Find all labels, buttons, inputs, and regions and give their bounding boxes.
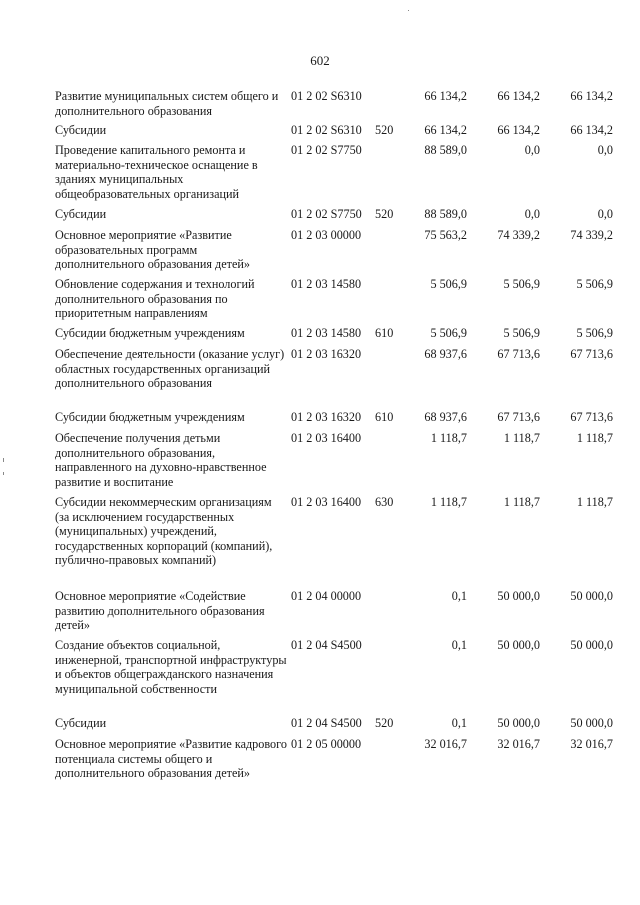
row-name: Проведение капитального ремонта и материально-техническое оснащение в зданиях муниципальных общеобразовательных организаций — [55, 143, 258, 201]
row-name: Развитие муниципальных систем общего и дополнительного образования — [55, 89, 279, 118]
row-value-2: 66 134,2 — [497, 123, 540, 137]
row-code: 01 2 05 00000 — [291, 737, 362, 751]
row-name: Субсидии — [55, 123, 107, 137]
row-name: Создание объектов социальной, инженерной, транспортной инфраструктуры и объектов общегражданского назначения муниципальной собственности — [55, 638, 287, 696]
scan-artifact — [3, 472, 4, 475]
row-name: Обеспечение получения детьми дополнительного образования, направленного на духовно-нравственное развитие и воспитание — [55, 431, 267, 489]
row-value-2: 0,0 — [524, 143, 540, 157]
row-value-1: 32 016,7 — [424, 737, 467, 751]
row-value-2: 50 000,0 — [497, 716, 540, 730]
row-code: 01 2 03 16320 — [291, 347, 362, 361]
row-code: 01 2 04 S4500 — [291, 716, 362, 730]
row-value-1: 5 506,9 — [430, 277, 467, 291]
row-value-1: 88 589,0 — [424, 143, 467, 157]
row-value-3: 1 118,7 — [576, 495, 613, 509]
row-name: Основное мероприятие «Развитие кадрового потенциала системы общего и дополнительного образования детей» — [55, 737, 287, 781]
row-name: Основное мероприятие «Содействие развитию дополнительного образования детей» — [55, 589, 265, 633]
row-value-3: 5 506,9 — [576, 277, 613, 291]
row-value-2: 50 000,0 — [497, 638, 540, 652]
row-value-3: 67 713,6 — [570, 410, 613, 424]
row-value-2: 1 118,7 — [503, 431, 540, 445]
row-code: 01 2 03 16400 — [291, 495, 362, 509]
row-value-3: 50 000,0 — [570, 716, 613, 730]
row-value-2: 67 713,6 — [497, 410, 540, 424]
row-code: 01 2 03 14580 — [291, 326, 362, 340]
row-value-3: 50 000,0 — [570, 589, 613, 603]
row-name: Обеспечение деятельности (оказание услуг) областных государственных организаций дополнительного образования — [55, 347, 285, 391]
row-code: 01 2 02 S6310 — [291, 123, 362, 137]
row-value-1: 0,1 — [451, 589, 467, 603]
row-value-2: 1 118,7 — [503, 495, 540, 509]
row-code: 01 2 03 16400 — [291, 431, 362, 445]
page-number: 602 — [310, 53, 330, 68]
row-vr: 520 — [375, 207, 394, 221]
row-value-1: 1 118,7 — [430, 495, 467, 509]
row-value-1: 0,1 — [451, 716, 467, 730]
row-code: 01 2 02 S6310 — [291, 89, 362, 103]
row-value-2: 5 506,9 — [503, 326, 540, 340]
row-value-1: 5 506,9 — [430, 326, 467, 340]
row-name: Субсидии — [55, 207, 107, 221]
row-value-2: 0,0 — [524, 207, 540, 221]
row-vr: 610 — [375, 410, 394, 424]
row-value-1: 75 563,2 — [424, 228, 467, 242]
row-value-3: 66 134,2 — [570, 123, 613, 137]
row-value-3: 50 000,0 — [570, 638, 613, 652]
row-value-1: 66 134,2 — [424, 89, 467, 103]
row-value-2: 74 339,2 — [497, 228, 540, 242]
row-code: 01 2 04 S4500 — [291, 638, 362, 652]
row-vr: 610 — [375, 326, 394, 340]
row-value-1: 0,1 — [451, 638, 467, 652]
row-value-3: 74 339,2 — [570, 228, 613, 242]
row-code: 01 2 02 S7750 — [291, 143, 362, 157]
row-name: Субсидии некоммерческим организациям (за исключением государственных (муниципальных) учреждений, государственных корпораций (компаний), публично-правовых компаний) — [55, 495, 273, 568]
row-value-2: 67 713,6 — [497, 347, 540, 361]
row-name: Субсидии — [55, 716, 107, 730]
row-value-3: 66 134,2 — [570, 89, 613, 103]
row-code: 01 2 03 16320 — [291, 410, 362, 424]
row-value-1: 68 937,6 — [424, 347, 467, 361]
row-value-3: 0,0 — [597, 143, 613, 157]
row-value-2: 66 134,2 — [497, 89, 540, 103]
row-value-2: 50 000,0 — [497, 589, 540, 603]
row-value-3: 0,0 — [597, 207, 613, 221]
row-code: 01 2 03 00000 — [291, 228, 362, 242]
scan-artifact — [3, 458, 4, 462]
row-code: 01 2 04 00000 — [291, 589, 362, 603]
row-value-3: 32 016,7 — [570, 737, 613, 751]
row-vr: 520 — [375, 716, 394, 730]
row-value-1: 66 134,2 — [424, 123, 467, 137]
row-code: 01 2 02 S7750 — [291, 207, 362, 221]
row-name: Обновление содержания и технологий дополнительного образования по приоритетным направлениям — [55, 277, 255, 321]
row-name: Субсидии бюджетным учреждениям — [55, 410, 245, 424]
row-value-3: 67 713,6 — [570, 347, 613, 361]
row-value-1: 1 118,7 — [430, 431, 467, 445]
row-value-2: 5 506,9 — [503, 277, 540, 291]
row-value-3: 5 506,9 — [576, 326, 613, 340]
row-value-1: 88 589,0 — [424, 207, 467, 221]
row-code: 01 2 03 14580 — [291, 277, 362, 291]
row-value-1: 68 937,6 — [424, 410, 467, 424]
row-name: Основное мероприятие «Развитие образовательных программ дополнительного образования детей» — [55, 228, 250, 272]
row-value-2: 32 016,7 — [497, 737, 540, 751]
row-vr: 630 — [375, 495, 394, 509]
row-name: Субсидии бюджетным учреждениям — [55, 326, 245, 340]
row-value-3: 1 118,7 — [576, 431, 613, 445]
row-vr: 520 — [375, 123, 394, 137]
scan-artifact — [408, 10, 409, 11]
